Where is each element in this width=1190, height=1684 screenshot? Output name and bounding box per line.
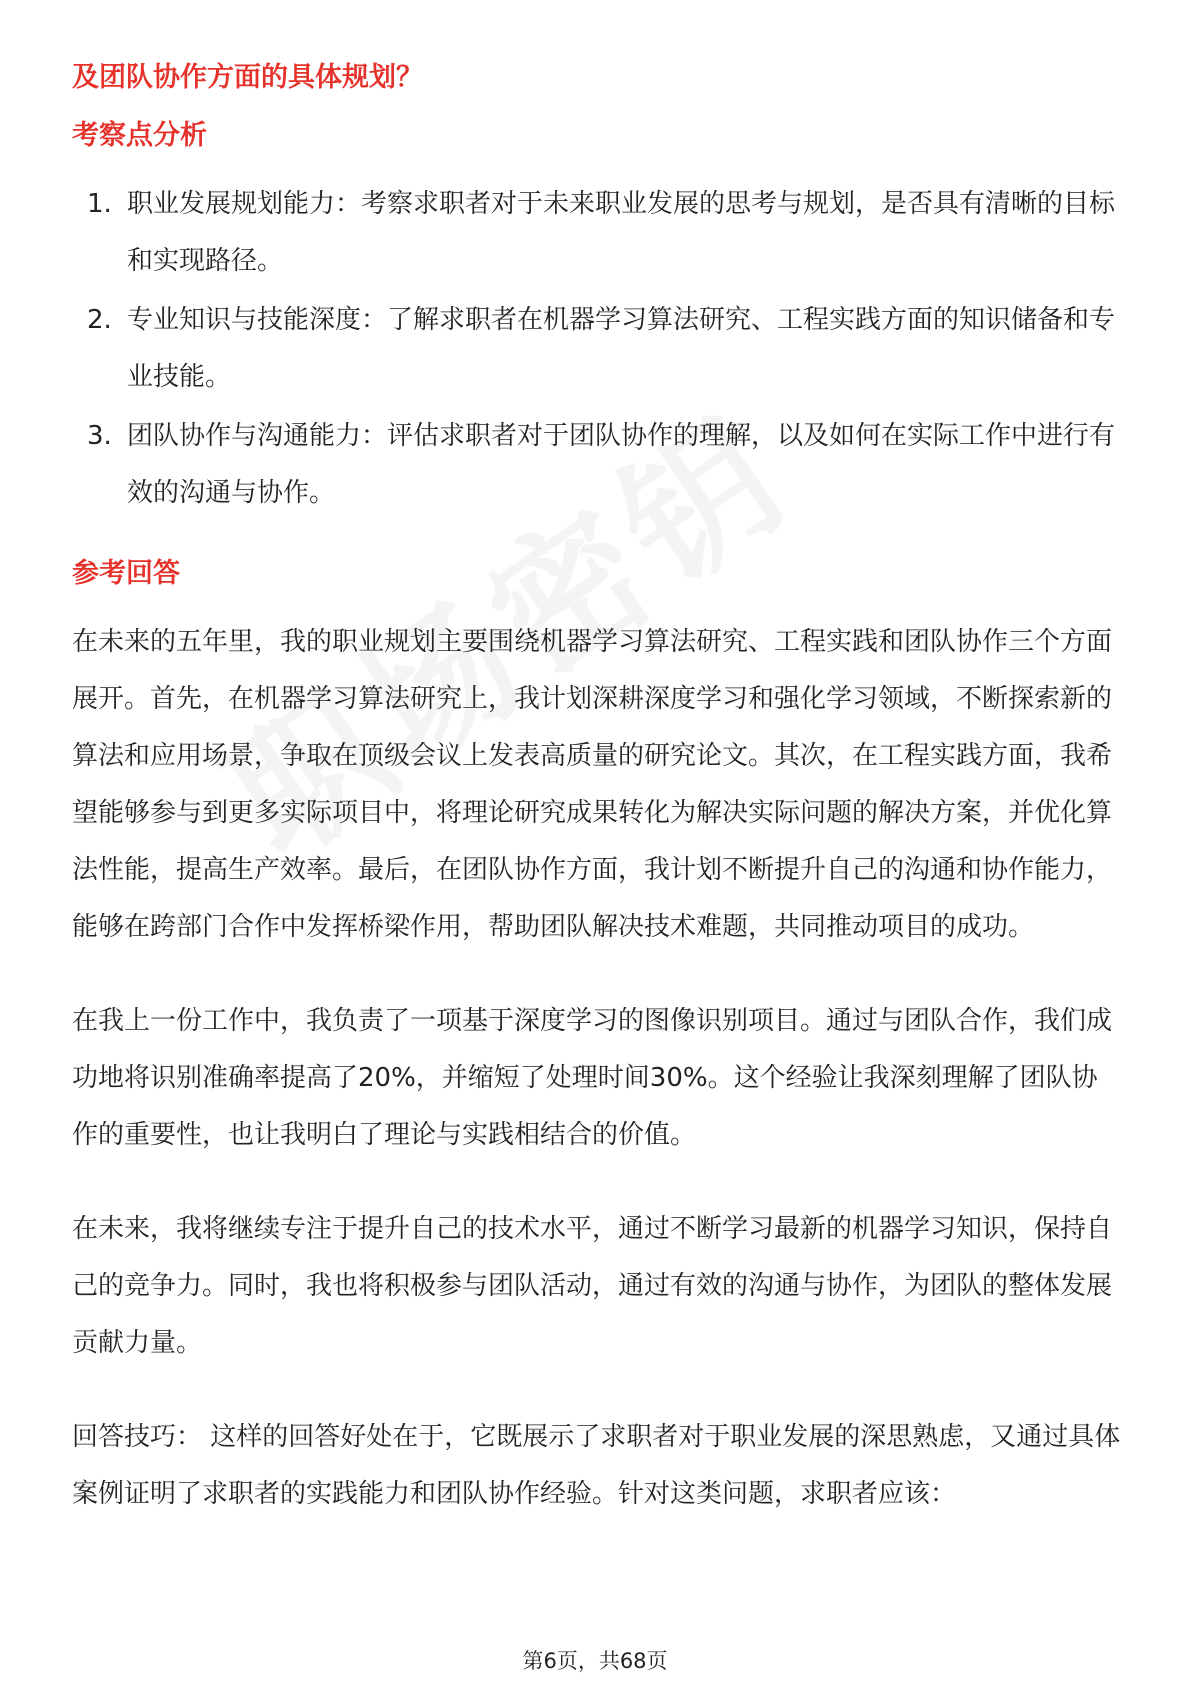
list-item-number: 3. (87, 421, 112, 451)
page-number: 第6页，共68页 (522, 1649, 668, 1673)
answer-paragraph: 在未来的五年里，我的职业规划主要围绕机器学习算法研究、工程实践和团队协作三个方面展开。首先，在机器学习算法研究上，我计划深耕深度学习和强化学习领域，不断探索新的算法和应用场景，争取在顶级会议上发表高质量的研究论文。其次，在工程实践方面，我希望能够参与到更多实际项目中，将理论研究成果转化为解决实际问题的解决方案，并优化算法性能，提高生产效率。最后，在团队协作方面，我计划不断提升自己的沟通和协作能力，能够在跨部门合作中发挥桥梁作用，帮助团队解决技术难题，共同推动项目的成功。 (72, 627, 1113, 942)
list-item-number: 2. (87, 305, 112, 335)
list-item-text: 职业发展规划能力：考察求职者对于未来职业发展的思考与规划，是否具有清晰的目标和实现路径。 (127, 189, 1116, 276)
list-item-number: 1. (87, 189, 112, 219)
analysis-heading: 考察点分析 (72, 120, 207, 151)
tips-paragraph: 回答技巧： 这样的回答好处在于，它既展示了求职者对于职业发展的深思熟虑，又通过具体案例证明了求职者的实践能力和团队协作经验。针对这类问题，求职者应该： (72, 1422, 1121, 1509)
page-content (72, 58, 1122, 1560)
list-item (72, 176, 1122, 290)
analysis-list (72, 176, 1122, 522)
answer-paragraph: 在我上一份工作中，我负责了一项基于深度学习的图像识别项目。通过与团队合作，我们成功地将识别准确率提高了20%，并缩短了处理时间30%。这个经验让我深刻理解了团队协作的重要性，也让我明白了理论与实践相结合的价值。 (72, 1006, 1113, 1150)
list-item (72, 408, 1122, 522)
question-heading: 及团队协作方面的具体规划？ (72, 62, 423, 93)
answer-paragraph: 在未来，我将继续专注于提升自己的技术水平，通过不断学习最新的机器学习知识，保持自己的竞争力。同时，我也将积极参与团队活动，通过有效的沟通与协作，为团队的整体发展贡献力量。 (72, 1214, 1113, 1358)
list-item-text: 专业知识与技能深度：了解求职者在机器学习算法研究、工程实践方面的知识储备和专业技能。 (127, 305, 1116, 392)
list-item (72, 292, 1122, 406)
list-item-text: 团队协作与沟通能力：评估求职者对于团队协作的理解，以及如何在实际工作中进行有效的沟通与协作。 (127, 421, 1116, 508)
answer-heading: 参考回答 (72, 558, 180, 589)
